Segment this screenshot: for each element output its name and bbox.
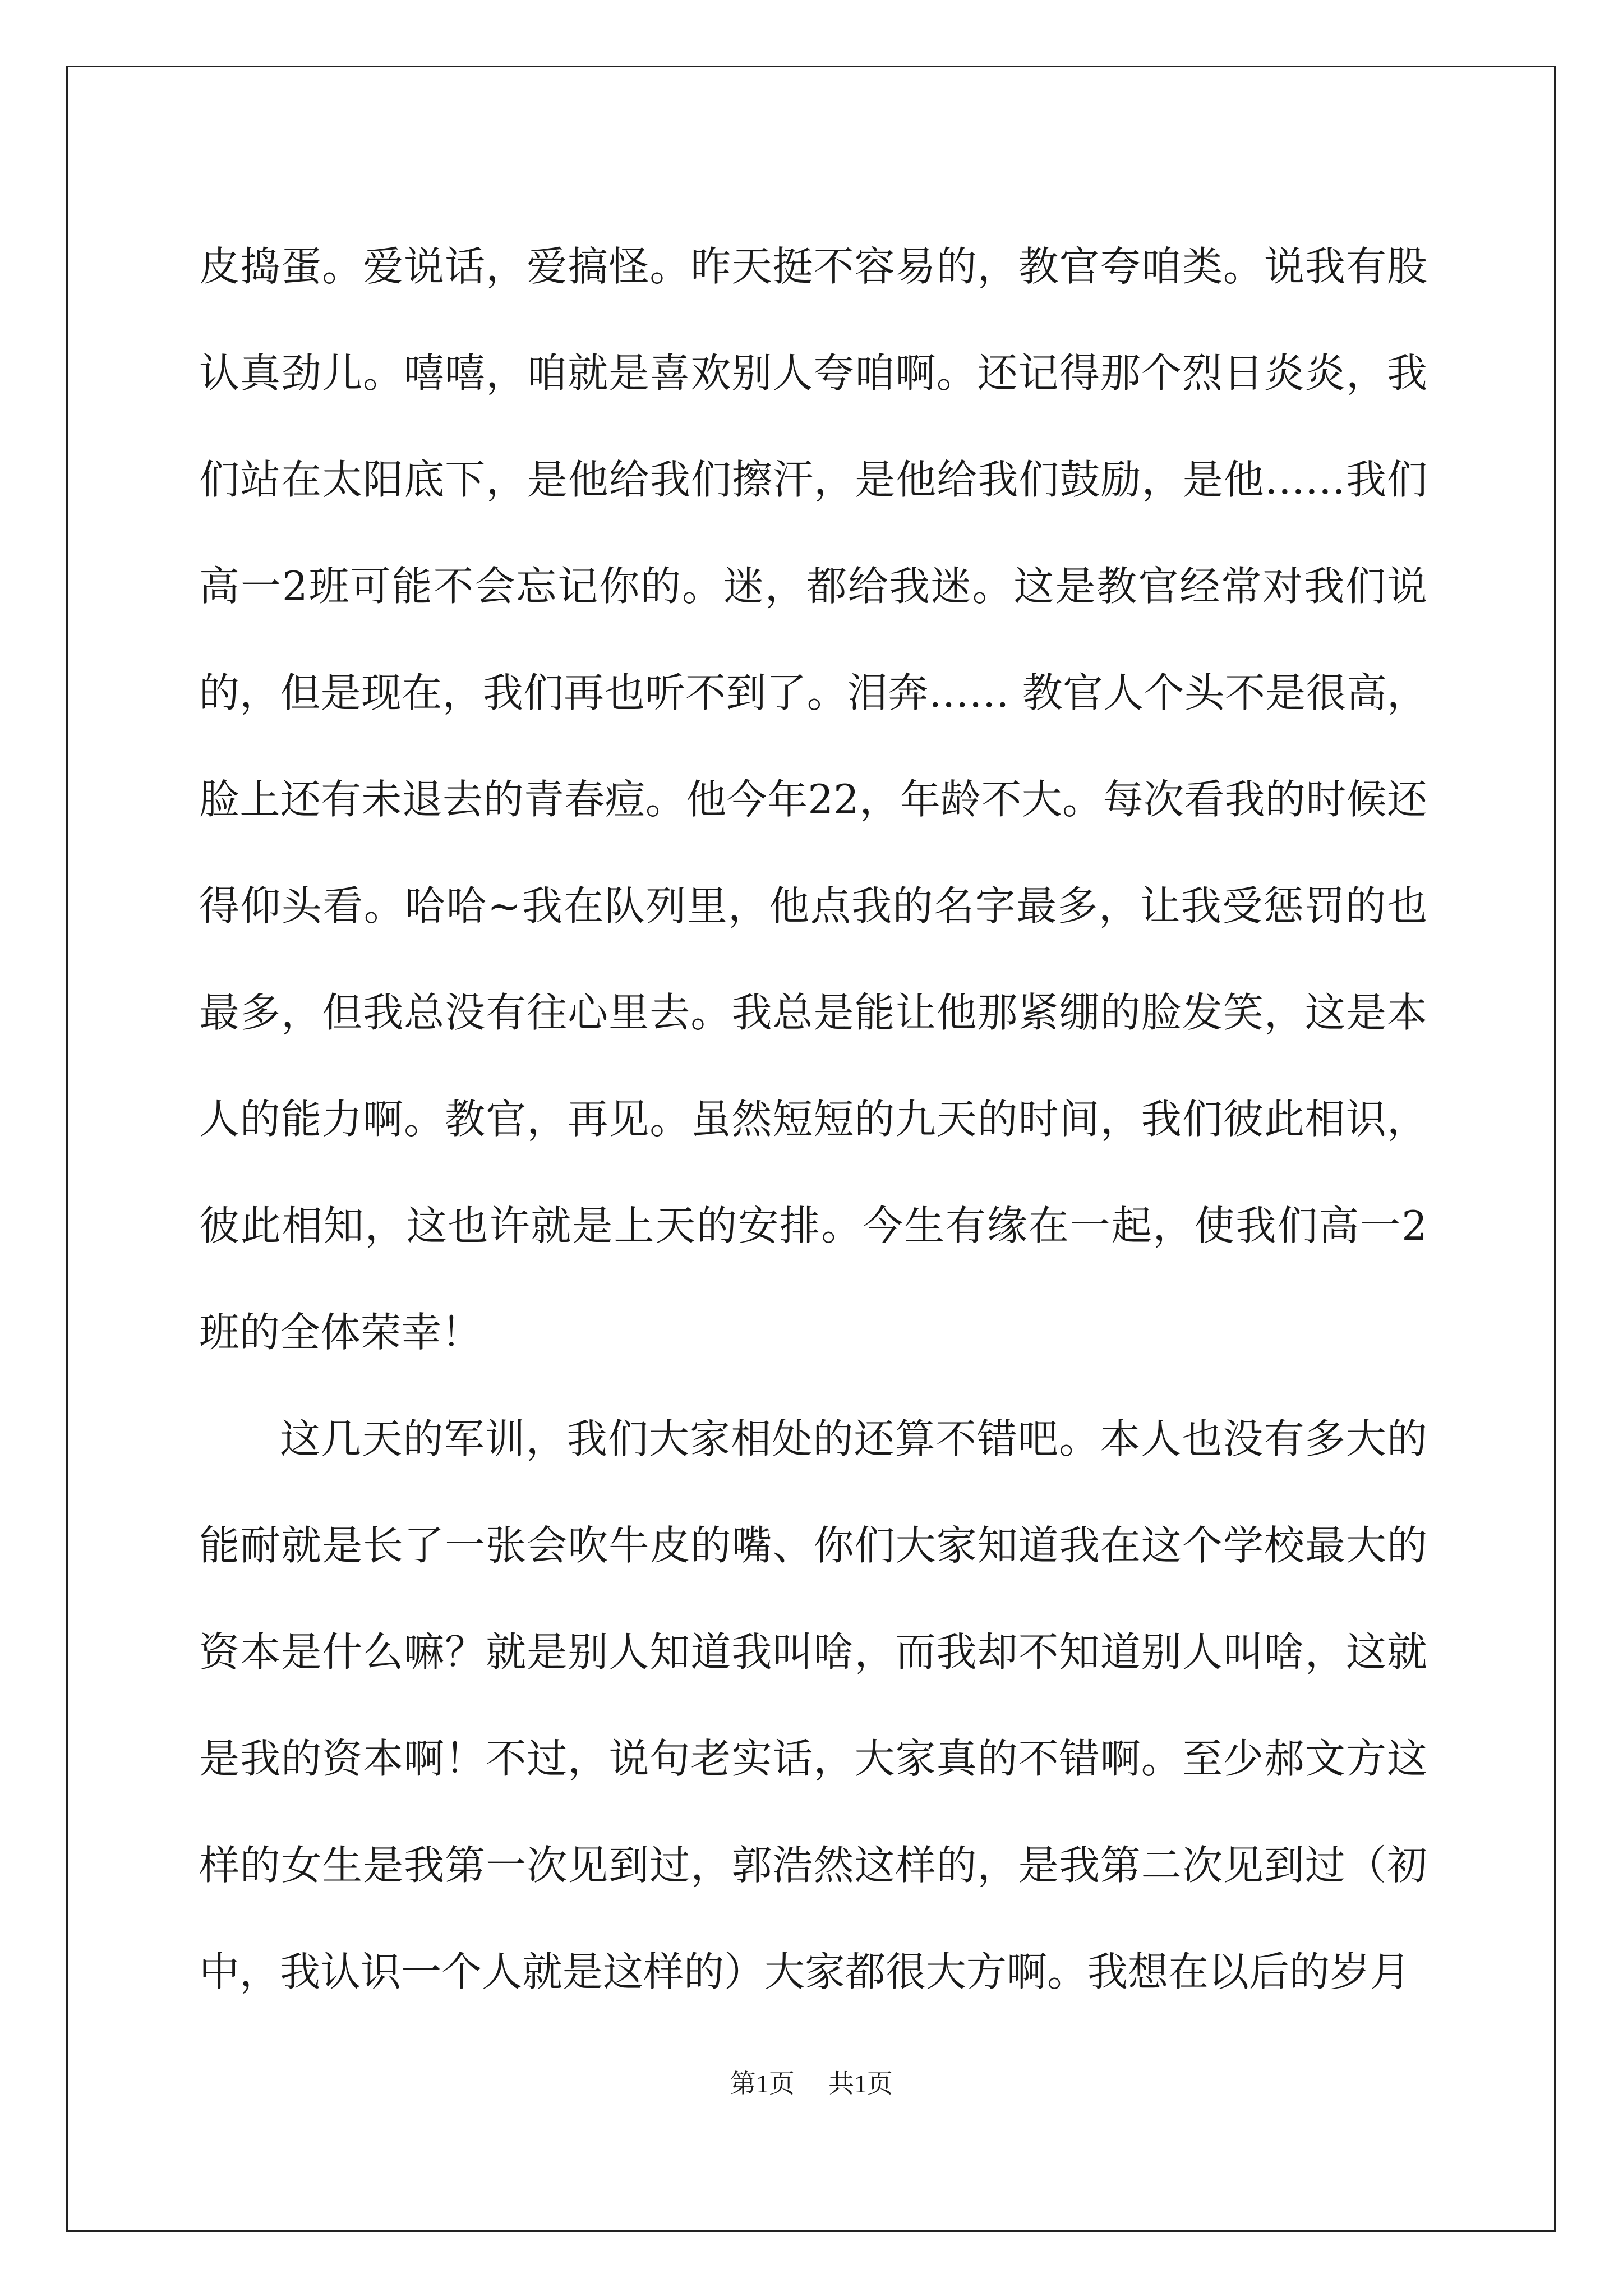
current-page-label: 第1页 bbox=[730, 2069, 795, 2098]
paragraph-2: 这几天的军训，我们大家相处的还算不错吧。本人也没有多大的能耐就是长了一张会吹牛皮的嘴、你们大家知道我在这个学校最大的资本是什么嘛？就是别人知道我叫啥，而我却不知道别人叫啥，这就是我的资本啊！不过，说句老实话，大家真的不错啊。至少郝文方这样的女生是我第一次见到过，郭浩然这样的，是我第二次见到过（初中，我认识一个人就是这样的）大家都很大方啊。我想在以后的岁月 bbox=[199, 1415, 1427, 1995]
page-footer bbox=[0, 2063, 1623, 2100]
document-body bbox=[199, 213, 1427, 2025]
paragraph-1: 皮捣蛋。爱说话，爱搞怪。昨天挺不容易的，教官夸咱类。说我有股认真劲儿。嘻嘻，咱就是喜欢别人夸咱啊。还记得那个烈日炎炎，我们站在太阳底下，是他给我们擦汗，是他给我们鼓励，是他……我们高一2班可能不会忘记你的。迷，都给我迷。这是教官经常对我们说的，但是现在，我们再也听不到了。泪奔…… 教官人个头不是很高，脸上还有未退去的青春痘。他今年22，年龄不大。每次看我的时候还得仰头看。哈哈~我在队列里，他点我的名字最多，让我受惩罚的也最多，但我总没有往心里去。我总是能让他那紧绷的脸发笑，这是本人的能力啊。教官，再见。虽然短短的九天的时间，我们彼此相识，彼此相知，这也许就是上天的安排。今生有缘在一起，使我们高一2班的全体荣幸！ bbox=[199, 243, 1427, 1356]
total-pages-label: 共1页 bbox=[828, 2069, 893, 2098]
